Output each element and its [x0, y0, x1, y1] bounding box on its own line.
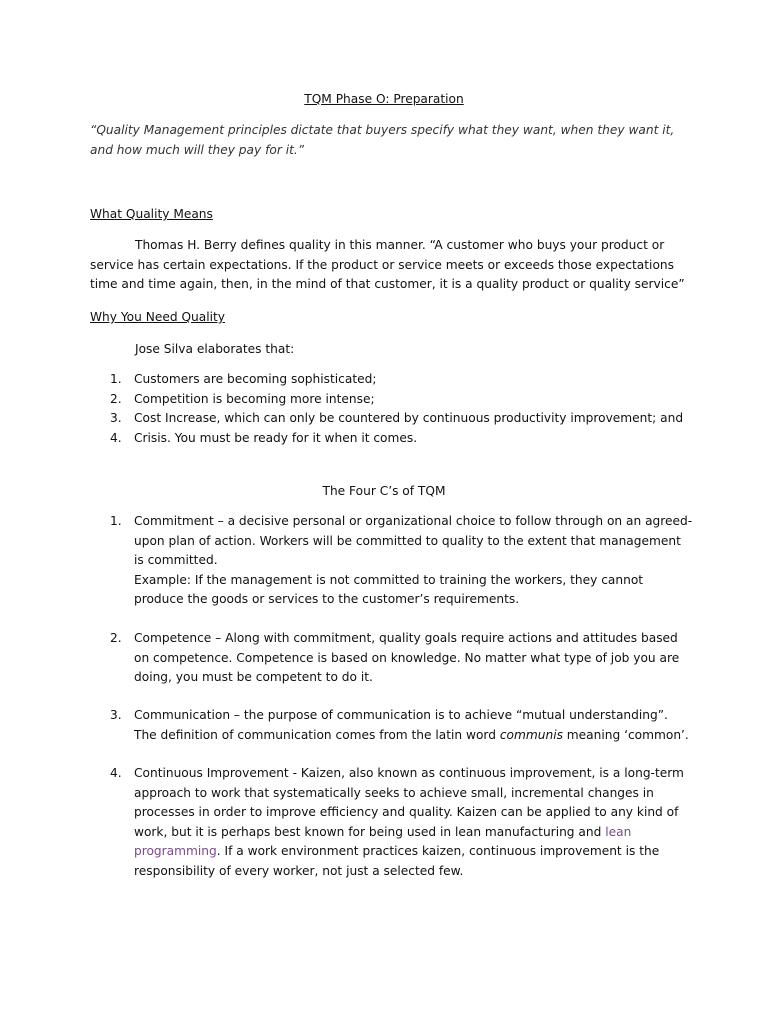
four-cs-list-2	[110, 629, 694, 688]
list-number: 1.	[110, 514, 122, 528]
list-number: 4.	[110, 766, 122, 780]
list-item-communication	[110, 706, 694, 745]
list-item	[110, 409, 694, 429]
kaizen-text-end: . If a work environment practices kaizen, continuous improvement is the responsibility of every worker, not just a selected few.	[134, 844, 660, 878]
continuous-improvement-text	[134, 764, 694, 881]
list-item	[110, 390, 694, 410]
list-item	[110, 429, 694, 449]
communis-word: communis	[499, 727, 563, 742]
reasons-list	[110, 370, 694, 448]
opening-quote: “Quality Management principles dictate that buyers specify what they want, when they want it, and how much will they pay for it.”	[90, 123, 675, 157]
communication-text-end: meaning ‘common’.	[562, 727, 689, 742]
commitment-text: Commitment – a decisive personal or organizational choice to follow through on an agreed-upon plan of action. Workers will be committed to quality to the extent that management is committed.	[134, 514, 693, 567]
list-item-text: Customers are becoming sophisticated;	[134, 372, 377, 386]
list-number: 1.	[110, 372, 122, 386]
lean-programming-link[interactable]: lean programming	[134, 824, 632, 858]
list-item-competence	[110, 629, 694, 688]
list-number: 3.	[110, 411, 122, 425]
communication-text-start: Communication – the purpose of communication is to achieve “mutual understanding”. The definition of communication comes from the latin word	[134, 708, 668, 742]
list-number: 2.	[110, 391, 122, 406]
four-cs-list-4	[110, 764, 694, 881]
competence-text: Competence – Along with commitment, quality goals require actions and attitudes based on competence. Competence is based on knowledge. No matter what type of job you are doing, you must be competent to do it.	[134, 631, 680, 684]
list-item-text: Cost Increase, which can only be countered by continuous productivity improvement; and	[134, 411, 684, 425]
four-cs-list-3	[110, 706, 694, 745]
document-title: TQM Phase O: Preparation	[304, 92, 464, 106]
list-item	[110, 370, 694, 390]
four-cs-list	[110, 512, 694, 610]
heading-why-you-need-quality: Why You Need Quality	[90, 310, 226, 324]
commitment-example: Example: If the management is not committed to training the workers, they cannot produce the goods or services to the customer’s requirements.	[134, 572, 644, 606]
kaizen-text-start: Continuous Improvement - Kaizen, also known as continuous improvement, is a long-term approach to work that systematically seeks to achieve small, incremental changes in processes in order to improve efficiency and quality. Kaizen can be applied to any kind of work, but it is perhaps best known for being used in lean manufacturing and	[134, 766, 684, 839]
list-number: 3.	[110, 708, 122, 722]
list-item-continuous-improvement	[110, 764, 694, 881]
list-number: 2.	[110, 631, 122, 645]
list-item-commitment	[110, 512, 694, 610]
heading-four-cs: The Four C’s of TQM	[322, 484, 446, 498]
paragraph-quality-definition: Thomas H. Berry defines quality in this manner. “A customer who buys your product or service has certain expectations. If the product or service meets or exceeds those expectations time and time again, then, in the mind of that customer, it is a quality product or quality service”	[90, 238, 685, 291]
list-number: 4.	[110, 430, 122, 445]
paragraph-silva-intro: Jose Silva elaborates that:	[135, 342, 295, 356]
list-item-text: Crisis. You must be ready for it when it comes.	[134, 430, 418, 445]
communication-text	[134, 706, 694, 745]
list-item-text: Competition is becoming more intense;	[134, 391, 375, 406]
heading-what-quality-means: What Quality Means	[90, 207, 213, 221]
